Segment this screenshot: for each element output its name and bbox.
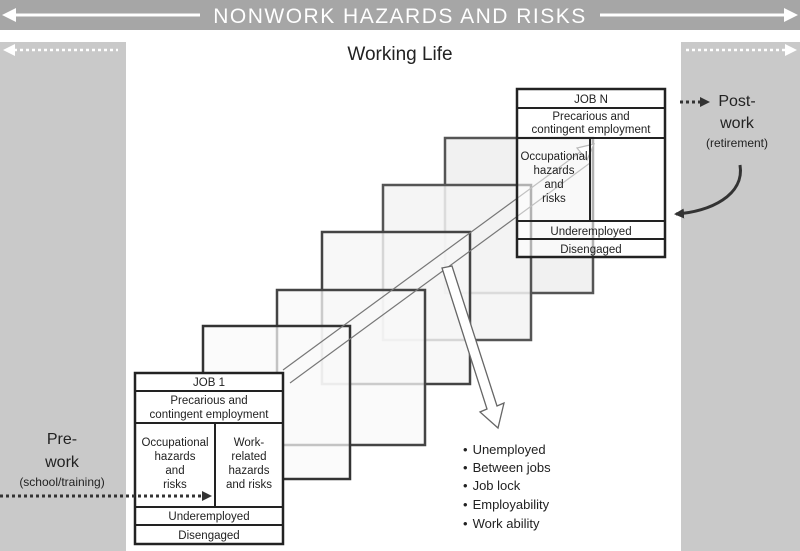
post-work-line2: work <box>720 115 754 132</box>
job-n-precarious-line2: contingent employment <box>531 124 651 136</box>
pre-work-line1: Pre- <box>46 431 78 448</box>
job-n-header: JOB N <box>574 94 608 106</box>
job-1-header: JOB 1 <box>193 377 225 389</box>
job-1-precarious-line1: Precarious and <box>170 395 248 407</box>
outcome-item-5: • Work ability <box>463 516 540 531</box>
job-1-work-related-1: Work- <box>233 437 265 449</box>
job-n-occupational-2: hazards <box>533 165 575 177</box>
outcome-item-4: • Employability <box>463 497 550 512</box>
job-1-occupational-3: and <box>165 465 185 477</box>
job-n-occupational-4: risks <box>542 193 566 205</box>
job-1-disengaged: Disengaged <box>178 530 240 542</box>
job-n-precarious-line1: Precarious and <box>552 111 630 123</box>
job-1-occupational-4: risks <box>163 479 187 491</box>
pre-work-line3: (school/training) <box>19 475 105 489</box>
banner-title: NONWORK HAZARDS AND RISKS <box>213 5 587 28</box>
job-n-occupational-1: Occupational <box>520 151 588 163</box>
job-1-work-related-4: and risks <box>225 479 273 491</box>
job-1-box <box>135 373 283 544</box>
job-1-occupational-2: hazards <box>154 451 196 463</box>
outcomes-list <box>463 442 551 531</box>
job-n-disengaged: Disengaged <box>560 244 622 256</box>
outcome-item-3: • Job lock <box>463 478 521 493</box>
outcome-item-1: • Unemployed <box>463 442 546 457</box>
post-work-line1: Post- <box>718 93 756 110</box>
job-n-box <box>517 89 665 257</box>
post-work-line3: (retirement) <box>705 136 769 150</box>
job-1-work-related-3: hazards <box>228 465 270 477</box>
working-life-title: Working Life <box>347 44 453 65</box>
outcome-item-2: • Between jobs <box>463 460 551 475</box>
job-1-precarious-line2: contingent employment <box>149 409 269 421</box>
job-1-work-related-2: related <box>231 451 267 463</box>
job-n-underemployed: Underemployed <box>550 226 632 238</box>
job-n-occupational-3: and <box>544 179 564 191</box>
job-1-underemployed: Underemployed <box>168 511 250 523</box>
pre-work-line2: work <box>45 454 79 471</box>
job-1-occupational-1: Occupational <box>141 437 209 449</box>
